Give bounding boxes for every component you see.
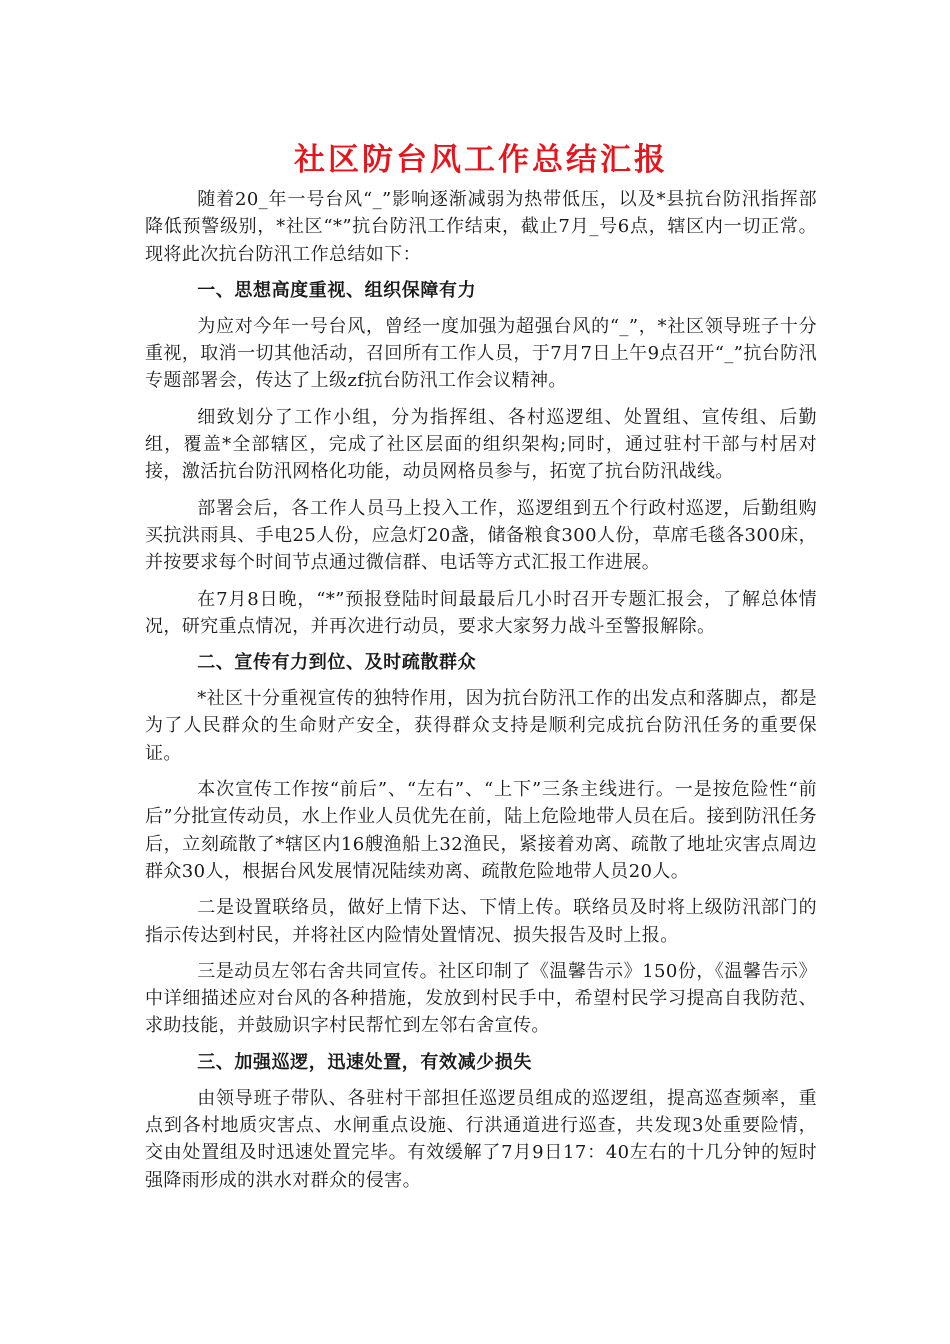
body-paragraph: 在7月8日晚，“*”预报登陆时间最最后几小时召开专题汇报会，了解总体情况，研究重点情况，并再次进行动员，要求大家努力战斗至警报解除。 [145, 588, 817, 637]
section-heading: 一、思想高度重视、组织保障有力 [197, 279, 477, 301]
body-paragraph: 部署会后，各工作人员马上投入工作，巡逻组到五个行政村巡逻，后勤组购买抗洪雨具、手电25人份，应急灯20盏，储备粮食300人份，草席毛毯各300床，并按要求每个时间节点通过微信群、电话等方式汇报工作进展。 [145, 497, 817, 574]
section-heading: 三、加强巡逻，迅速处置，有效减少损失 [197, 1051, 532, 1073]
document-page [145, 138, 817, 1203]
body-paragraph: *社区十分重视宣传的独特作用，因为抗台防汛工作的出发点和落脚点，都是为了人民群众的生命财产安全，获得群众支持是顺利完成抗台防汛任务的重要保证。 [145, 688, 817, 764]
section-3 [145, 1049, 817, 1194]
body-paragraph: 二是设置联络员，做好上情下达、下情上传。联络员及时将上级防汛部门的指示传达到村民，并将社区内险情处置情况、损失报告及时上报。 [145, 897, 817, 946]
body-paragraph: 为应对今年一号台风，曾经一度加强为超强台风的“_”，*社区领导班子十分重视，取消一切其他活动，召回所有工作人员，于7月7日上午9点召开“_”抗台防汛专题部署会，传达了上级zf抗台防汛工作会议精神。 [145, 315, 817, 392]
intro-paragraph: 随着20_年一号台风“_”影响逐渐减弱为热带低压，以及*县抗台防汛指挥部降低预警级别，*社区“*”抗台防汛工作结束，截止7月_号6点，辖区内一切正常。现将此次抗台防汛工作总结如下： [145, 189, 817, 265]
section-1 [145, 277, 817, 640]
section-heading: 二、宣传有力到位、及时疏散群众 [197, 652, 477, 674]
body-paragraph: 三是动员左邻右舍共同宣传。社区印制了《温馨告示》150份，《温馨告示》中详细描述应对台风的各种措施，发放到村民手中，希望村民学习提高自我防范、求助技能，并鼓励识字村民帮忙到左邻右舍宣传。 [145, 960, 817, 1037]
section-2 [145, 649, 817, 1040]
document-title: 社区防台风工作总结汇报 [294, 142, 668, 178]
body-paragraph: 本次宣传工作按“前后”、“左右”、“上下”三条主线进行。一是按危险性“前后”分批宣传动员，水上作业人员优先在前，陆上危险地带人员在后。接到防汛任务后，立刻疏散了*辖区内16艘渔船上32渔民，紧接着劝离、疏散了地址灾害点周边群众30人，根据台风发展情况陆续劝离、疏散危险地带人员20人。 [145, 779, 817, 882]
body-paragraph: 由领导班子带队、各驻村干部担任巡逻员组成的巡逻组，提高巡查频率，重点到各村地质灾害点、水闸重点设施、行洪通道进行巡查，共发现3处重要险情，交由处置组及时迅速处置完毕。有效缓解了7月9日17：40左右的十几分钟的短时强降雨形成的洪水对群众的侵害。 [145, 1087, 817, 1191]
body-paragraph: 细致划分了工作小组，分为指挥组、各村巡逻组、处置组、宣传组、后勤组，覆盖*全部辖区，完成了社区层面的组织架构;同时，通过驻村干部与村居对接，激活抗台防汛网格化功能，动员网格员参与，拓宽了抗台防汛战线。 [145, 406, 817, 483]
